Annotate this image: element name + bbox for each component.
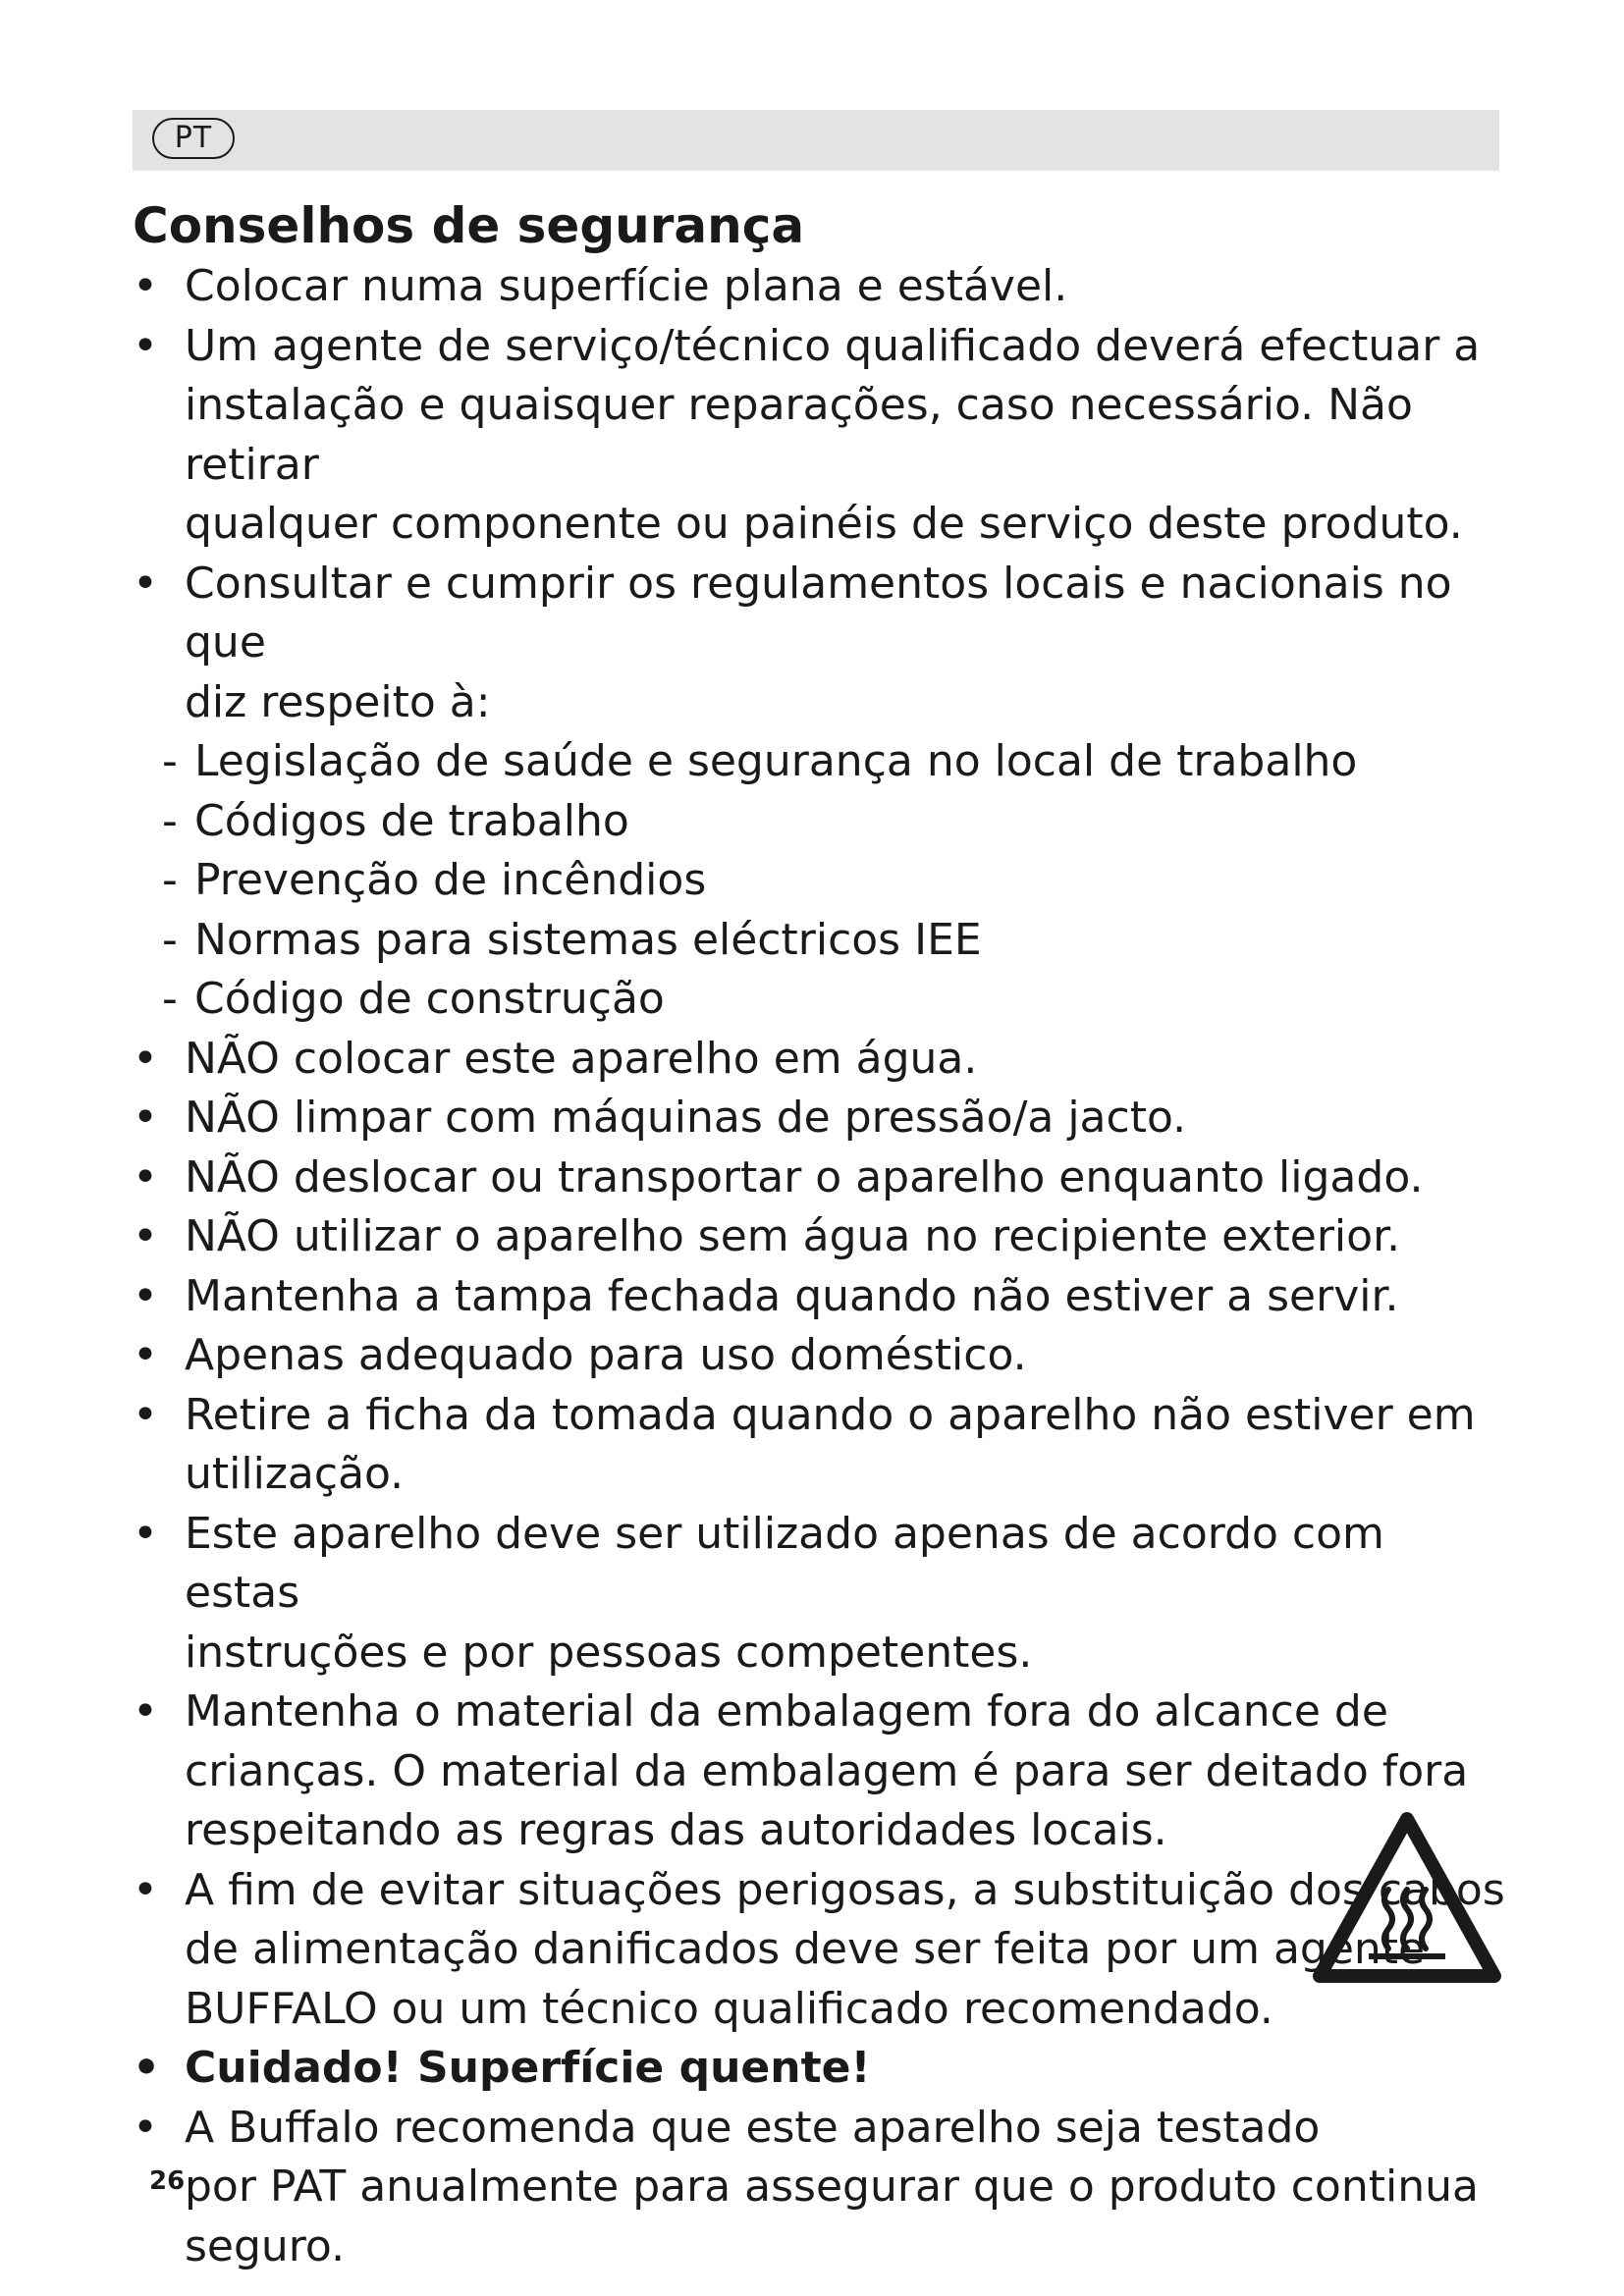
bullet-list-item — [133, 1207, 1507, 1267]
bullet-marker: • — [133, 2102, 158, 2153]
bullet-marker: • — [133, 1151, 158, 1202]
list-item-line: qualquer componente ou painéis de serviço deste produto. — [185, 499, 1463, 549]
sub-list-item — [133, 970, 1507, 1030]
bullet-marker: • — [133, 1211, 158, 1261]
safety-list — [133, 257, 1507, 2276]
list-item-line: crianças. O material da embalagem é para ser deitado fora — [185, 1745, 1469, 1796]
bullet-list-item — [133, 1861, 1507, 2040]
list-item-line: Este aparelho deve ser utilizado apenas de acordo com estas — [185, 1508, 1384, 1618]
bullet-marker: • — [133, 1508, 158, 1559]
bullet-marker: • — [133, 1864, 158, 1915]
list-item-line: Um agente de serviço/técnico qualificado deverá efectuar a — [185, 320, 1481, 371]
dash-marker: - — [162, 974, 178, 1024]
bullet-marker: • — [133, 1330, 158, 1380]
dash-marker: - — [162, 914, 178, 965]
bullet-list-item — [133, 1326, 1507, 1386]
bullet-list-item — [133, 1148, 1507, 1208]
bullet-list-item — [133, 2099, 1507, 2277]
bullet-marker: • — [133, 1093, 158, 1143]
list-item-line: por PAT anualmente para assegurar que o produto continua — [185, 2162, 1479, 2212]
bullet-list-item — [133, 317, 1507, 555]
list-item-line: NÃO limpar com máquinas de pressão/a jacto. — [185, 1093, 1187, 1143]
list-item-line: Prevenção de incêndios — [194, 855, 707, 905]
list-item-line: utilização. — [185, 1449, 405, 1499]
list-item-line: A Buffalo recomenda que este aparelho seja testado — [185, 2102, 1321, 2153]
list-item-line: Colocar numa superfície plana e estável. — [185, 261, 1068, 311]
bullet-list-item — [133, 1505, 1507, 1683]
list-item-line: NÃO deslocar ou transportar o aparelho enquanto ligado. — [185, 1151, 1424, 1202]
sub-list-item — [133, 792, 1507, 852]
list-item-line: respeitando as regras das autoridades locais. — [185, 1805, 1167, 1855]
list-item-line: seguro. — [185, 2220, 346, 2271]
bullet-list-item — [133, 1030, 1507, 1090]
language-badge: PT — [152, 118, 235, 159]
list-item-line: Legislação de saúde e segurança no local de trabalho — [194, 736, 1358, 786]
list-item-line: Retire a ficha da tomada quando o aparelho não estiver em — [185, 1389, 1476, 1440]
sub-list-item — [133, 732, 1507, 792]
bullet-marker: • — [133, 1033, 158, 1084]
list-item-line: Mantenha a tampa fechada quando não estiver a servir. — [185, 1270, 1399, 1321]
list-item-line: instalação e quaisquer reparações, caso necessário. Não retirar — [185, 380, 1413, 490]
list-item-line: Apenas adequado para uso doméstico. — [185, 1330, 1027, 1380]
dash-marker: - — [162, 736, 178, 786]
list-item-line: instruções e por pessoas competentes. — [185, 1627, 1033, 1678]
list-item-line: A fim de evitar situações perigosas, a substituição dos cabos — [185, 1864, 1505, 1915]
list-item-line: Cuidado! Superfície quente! — [185, 2043, 871, 2093]
list-item-line: Consultar e cumprir os regulamentos locais e nacionais no que — [185, 558, 1452, 667]
page-number: 26 — [149, 2166, 186, 2196]
bullet-marker: • — [133, 1686, 158, 1736]
bullet-list-item — [133, 555, 1507, 733]
list-item-line: BUFFALO ou um técnico qualificado recomendado. — [185, 1983, 1273, 2034]
bullet-marker: • — [133, 2043, 161, 2093]
list-item-line: Código de construção — [194, 974, 665, 1024]
dash-marker: - — [162, 795, 178, 846]
list-item-line: diz respeito à: — [185, 676, 491, 727]
list-item-line: Normas para sistemas eléctricos IEE — [194, 914, 982, 965]
bullet-list-item — [133, 1682, 1507, 1861]
bullet-list-item — [133, 257, 1507, 317]
language-bar — [133, 110, 1499, 171]
section-title: Conselhos de segurança — [133, 197, 805, 254]
list-item-line: Códigos de trabalho — [194, 795, 629, 846]
bullet-marker: • — [133, 1389, 158, 1440]
bullet-marker: • — [133, 558, 158, 609]
list-item-line: de alimentação danificados deve ser feita por um agente — [185, 1924, 1426, 1974]
bullet-list-item — [133, 1267, 1507, 1327]
bullet-marker: • — [133, 320, 158, 371]
list-item-line: NÃO utilizar o aparelho sem água no recipiente exterior. — [185, 1211, 1401, 1261]
bullet-list-item — [133, 1089, 1507, 1148]
bullet-list-item — [133, 1386, 1507, 1505]
sub-list-item — [133, 851, 1507, 911]
dash-marker: - — [162, 855, 178, 905]
hot-surface-warning-icon — [1310, 1809, 1504, 1986]
sub-list-item — [133, 911, 1507, 971]
bullet-marker: • — [133, 1270, 158, 1321]
bullet-list-item — [133, 2039, 1507, 2099]
list-item-line: Mantenha o material da embalagem fora do alcance de — [185, 1686, 1388, 1736]
bullet-marker: • — [133, 261, 158, 311]
list-item-line: NÃO colocar este aparelho em água. — [185, 1033, 978, 1084]
